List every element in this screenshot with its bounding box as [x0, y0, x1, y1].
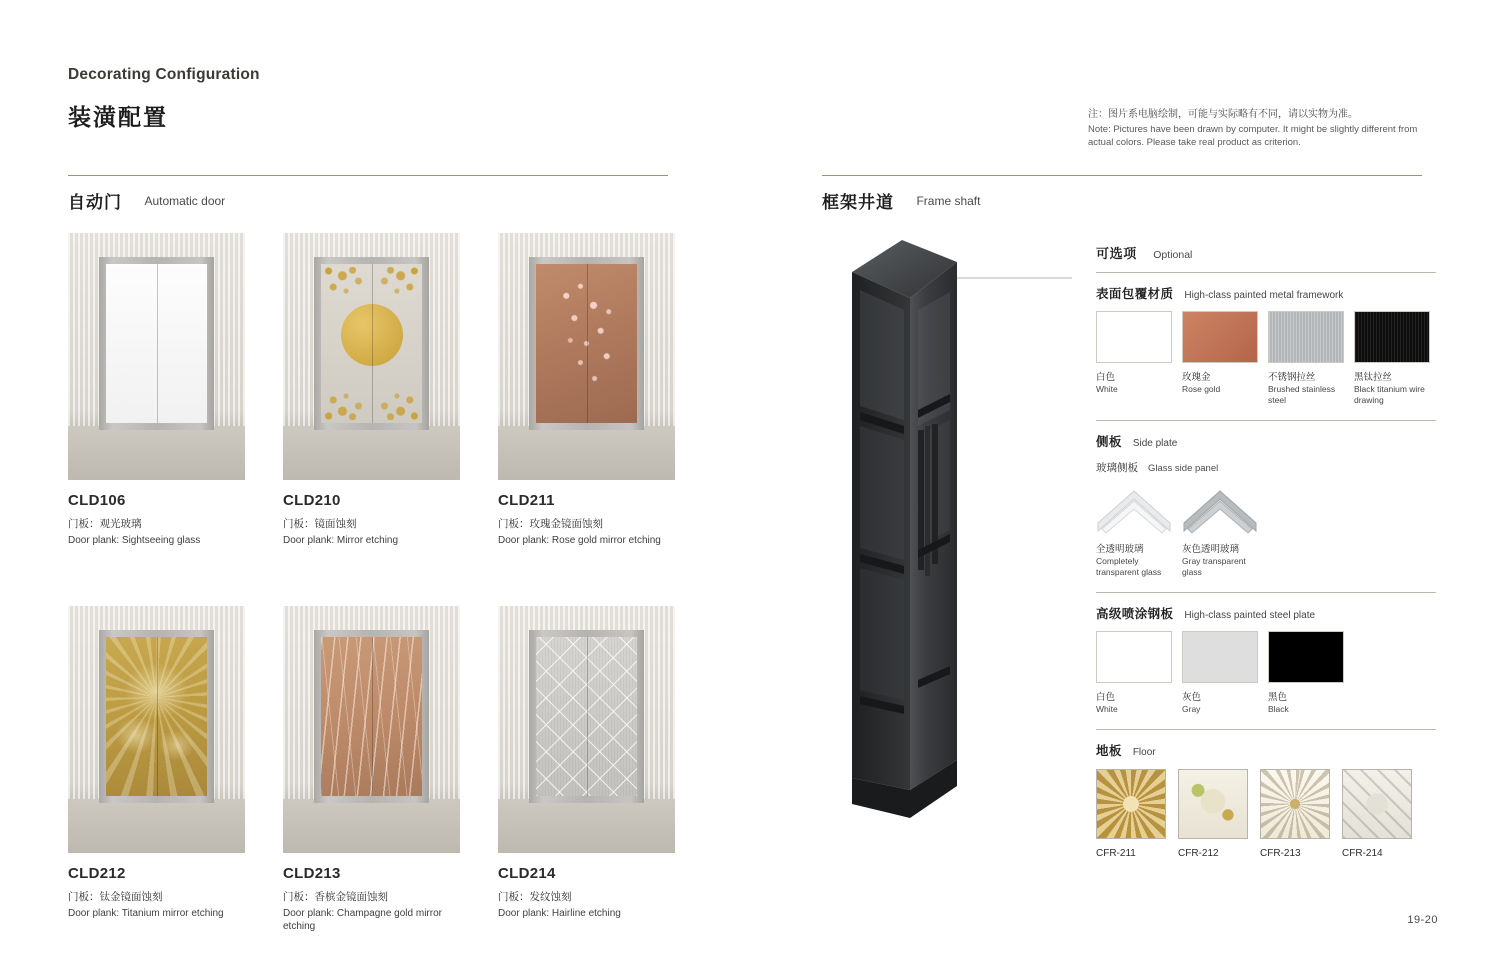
- disclaimer-note-en: Note: Pictures have been drawn by computer. It might be slightly different from actual colors. Please take real product as criterion.: [1088, 123, 1418, 149]
- framework-swatch-row: [1096, 311, 1436, 406]
- door-panel-mirror-etching: [321, 264, 422, 423]
- door-row: [68, 233, 674, 548]
- section-title-frame-shaft-cn: 框架井道: [822, 193, 894, 212]
- frame-shaft-illustration: [822, 230, 1072, 840]
- group-side-plate-title: [1096, 432, 1436, 450]
- door-desc-cn: 门板：香槟金镜面蚀刻: [283, 890, 388, 903]
- swatch-label-cn: 不锈钢拉丝: [1268, 372, 1316, 383]
- section-title-frame-shaft-en: Frame shaft: [916, 193, 981, 208]
- glass-side-panel-subtitle: [1096, 460, 1436, 475]
- group-steel-plate: [1096, 604, 1436, 715]
- page-title-en: Decorating Configuration: [68, 66, 260, 83]
- door-code: CLD106: [68, 492, 126, 509]
- section-title-automatic-door: [68, 188, 225, 213]
- floor-texture: [498, 426, 675, 480]
- etching-corner-motif: [373, 267, 419, 307]
- door-card-cld211[interactable]: [498, 233, 675, 548]
- floor-tile-image: [1178, 769, 1248, 839]
- swatch-black-titanium-wire-drawing[interactable]: [1354, 311, 1430, 406]
- glass-transparent[interactable]: [1096, 483, 1172, 578]
- glass-label-cn: 全透明玻璃: [1096, 544, 1144, 556]
- swatch-label-cn: 灰色: [1182, 692, 1202, 704]
- floor-tile-row: [1096, 769, 1436, 859]
- door-seam: [157, 264, 158, 423]
- door-desc-cn: 门板：发纹蚀刻: [498, 890, 572, 903]
- disclaimer-note: [1088, 108, 1438, 150]
- swatch-rose-gold[interactable]: [1182, 311, 1258, 406]
- options-divider: [1096, 592, 1436, 593]
- glass-label-cn: 灰色透明玻璃: [1182, 544, 1240, 556]
- swatch-label-en: Brushed stainless steel: [1268, 384, 1336, 406]
- floor-tile-label: CFR-213: [1260, 848, 1301, 860]
- door-image-cld212: [68, 606, 245, 853]
- door-desc-en: Door plank: Sightseeing glass: [68, 535, 201, 546]
- page-number: 19-20: [1407, 914, 1438, 926]
- door-seam: [587, 637, 588, 796]
- glass-sample-row: [1096, 483, 1436, 578]
- etching-corner-motif: [373, 380, 419, 420]
- section-title-automatic-door-cn: 自动门: [68, 193, 122, 212]
- group-framework-title: [1096, 284, 1436, 302]
- door-image-cld210: [283, 233, 460, 480]
- swatch-label-cn: 玫瑰金: [1182, 372, 1211, 383]
- swatch-white[interactable]: [1096, 311, 1172, 406]
- swatch-steel-white[interactable]: [1096, 631, 1172, 715]
- swatch-label-en: Black titanium wire drawing: [1354, 384, 1425, 406]
- glass-gray-transparent[interactable]: [1182, 483, 1258, 578]
- page-title-cn: 装潢配置: [68, 104, 168, 130]
- door-desc-cn: 门板：镜面蚀刻: [283, 518, 357, 530]
- group-floor: [1096, 741, 1436, 859]
- swatch-label-en: White: [1096, 384, 1118, 394]
- swatch-color-box: [1354, 311, 1430, 363]
- door-frame: [99, 630, 214, 803]
- door-code: CLD211: [498, 492, 555, 509]
- door-frame: [529, 630, 644, 803]
- door-card-cld106[interactable]: [68, 233, 245, 548]
- door-grid: [68, 233, 674, 934]
- floor-texture: [498, 799, 675, 853]
- floor-texture: [68, 799, 245, 853]
- door-code: CLD214: [498, 864, 556, 882]
- group-side-plate: [1096, 432, 1436, 578]
- options-divider: [1096, 272, 1436, 273]
- door-frame: [99, 257, 214, 430]
- swatch-color-box: [1268, 311, 1344, 363]
- floor-tile-label: CFR-212: [1178, 848, 1219, 860]
- glass-sample-box: [1182, 483, 1258, 535]
- floor-tile-label: CFR-211: [1096, 848, 1136, 860]
- swatch-label-en: Gray: [1182, 704, 1201, 715]
- group-floor-title-cn: 地板: [1096, 744, 1122, 759]
- section-divider-left: [68, 175, 668, 176]
- swatch-label-cn: 白色: [1096, 692, 1116, 704]
- glass-label-en: Completely transparent glass: [1096, 556, 1162, 578]
- section-divider-right: [822, 175, 1422, 176]
- door-panel-rose-gold-mirror-etching: [536, 264, 637, 423]
- door-panel-titanium-mirror-etching: [106, 637, 207, 796]
- group-steel-plate-title-cn: 高级喷涂钢板: [1096, 607, 1174, 622]
- door-desc-en: Door plank: Rose gold mirror etching: [498, 535, 661, 546]
- door-panel-sightseeing-glass: [106, 264, 207, 423]
- door-panel-champagne-gold-mirror-etching: [321, 637, 422, 796]
- group-floor-title: [1096, 741, 1436, 759]
- swatch-label-en: Black: [1268, 704, 1289, 715]
- swatch-color-box: [1182, 631, 1258, 683]
- section-title-frame-shaft: [822, 188, 980, 213]
- door-code: CLD210: [283, 492, 341, 509]
- door-panel-hairline-etching: [536, 637, 637, 796]
- group-framework-title-en: High-class painted metal framework: [1184, 290, 1344, 301]
- door-card-cld210[interactable]: [283, 233, 460, 548]
- door-seam: [372, 637, 373, 796]
- door-desc-cn: 门板：玫瑰金镜面蚀刻: [498, 518, 603, 530]
- door-image-cld106: [68, 233, 245, 480]
- group-framework: [1096, 284, 1436, 406]
- door-frame: [314, 630, 429, 803]
- glass-sample-box: [1096, 483, 1172, 535]
- options-divider: [1096, 420, 1436, 421]
- floor-texture: [68, 426, 245, 480]
- swatch-color-box: [1096, 311, 1172, 363]
- group-floor-title-en: Floor: [1132, 747, 1156, 759]
- optional-heading-en: Optional: [1153, 249, 1193, 261]
- door-image-cld214: [498, 606, 675, 853]
- swatch-label-en: White: [1096, 704, 1118, 715]
- swatch-brushed-stainless-steel[interactable]: [1268, 311, 1344, 406]
- floor-texture: [283, 426, 460, 480]
- group-side-plate-title-cn: 侧板: [1096, 435, 1122, 450]
- door-desc-cn: 门板：观光玻璃: [68, 518, 142, 530]
- swatch-steel-gray[interactable]: [1182, 631, 1258, 715]
- door-desc-en: Door plank: Champagne gold mirror etching: [283, 907, 442, 932]
- swatch-label-cn: 黑色: [1268, 692, 1288, 704]
- group-steel-plate-title: [1096, 604, 1436, 622]
- disclaimer-note-cn: 注：图片系电脑绘制，可能与实际略有不同，请以实物为准。: [1088, 109, 1358, 120]
- group-framework-title-cn: 表面包覆材质: [1096, 287, 1174, 301]
- swatch-label-cn: 黑钛拉丝: [1354, 372, 1393, 383]
- floor-tile-label: CFR-214: [1342, 848, 1383, 860]
- swatch-steel-black[interactable]: [1268, 631, 1344, 715]
- floor-tile-image: [1096, 769, 1166, 839]
- glass-label-en: Gray transparent glass: [1182, 556, 1246, 578]
- door-seam: [372, 264, 373, 423]
- etching-corner-motif: [324, 267, 370, 307]
- steel-plate-swatch-row: [1096, 631, 1436, 715]
- door-seam: [587, 264, 588, 423]
- options-column: [1096, 243, 1436, 859]
- group-side-plate-title-en: Side plate: [1132, 438, 1178, 450]
- door-image-cld213: [283, 606, 460, 853]
- glass-side-panel-subtitle-cn: 玻璃侧板: [1096, 462, 1138, 475]
- door-card-cld213[interactable]: [283, 606, 460, 934]
- glass-side-panel-subtitle-en: Glass side panel: [1148, 463, 1219, 475]
- swatch-color-box: [1182, 311, 1258, 363]
- section-title-automatic-door-en: Automatic door: [144, 193, 226, 208]
- door-desc-en: Door plank: Mirror etching: [283, 535, 399, 546]
- floor-tile-cfr-214[interactable]: [1342, 769, 1412, 859]
- door-code: CLD213: [283, 864, 341, 882]
- floor-tile-cfr-212[interactable]: [1178, 769, 1248, 859]
- group-steel-plate-title-en: High-class painted steel plate: [1184, 610, 1316, 622]
- swatch-color-box: [1096, 631, 1172, 683]
- door-desc-en: Door plank: Hairline etching: [498, 907, 621, 919]
- options-divider: [1096, 729, 1436, 730]
- floor-texture: [283, 799, 460, 853]
- swatch-color-box: [1268, 631, 1344, 683]
- door-desc-cn: 门板：钛金镜面蚀刻: [68, 890, 163, 903]
- door-desc-en: Door plank: Titanium mirror etching: [68, 907, 224, 919]
- floor-tile-image: [1342, 769, 1412, 839]
- door-card-cld212[interactable]: [68, 606, 245, 934]
- etching-corner-motif: [324, 380, 370, 420]
- door-card-cld214[interactable]: [498, 606, 675, 934]
- door-image-cld211: [498, 233, 675, 480]
- floor-tile-image: [1260, 769, 1330, 839]
- door-code: CLD212: [68, 864, 126, 882]
- door-frame: [314, 257, 429, 430]
- door-seam: [157, 637, 158, 796]
- optional-heading: [1096, 243, 1436, 263]
- swatch-label-en: Rose gold: [1182, 384, 1221, 394]
- optional-heading-cn: 可选项: [1096, 246, 1137, 261]
- swatch-label-cn: 白色: [1096, 372, 1116, 383]
- floor-tile-cfr-213[interactable]: [1260, 769, 1330, 859]
- door-row: [68, 606, 674, 934]
- door-frame: [529, 257, 644, 430]
- floor-tile-cfr-211[interactable]: [1096, 769, 1166, 859]
